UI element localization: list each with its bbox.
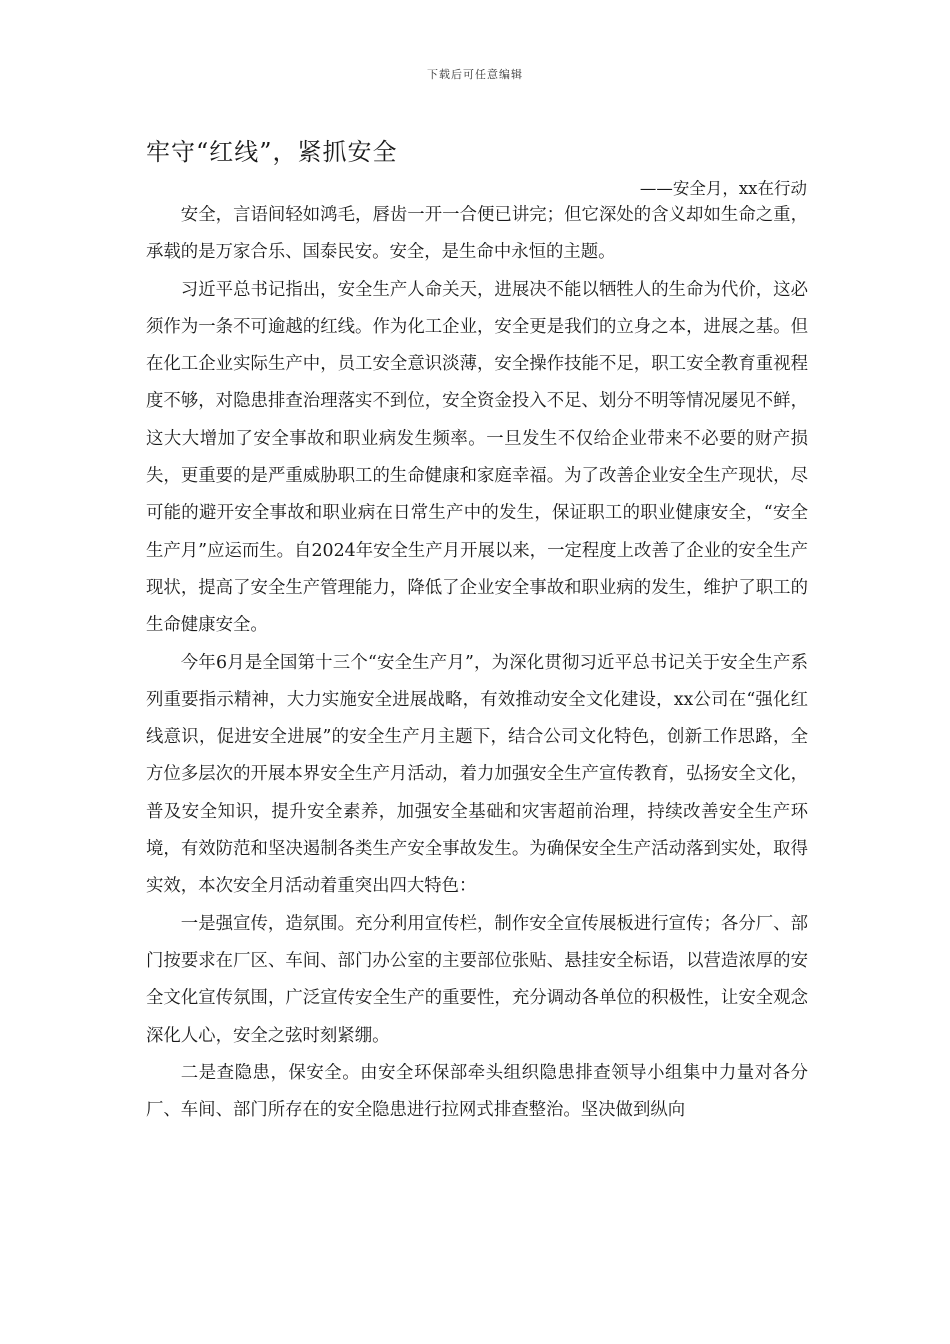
paragraph: 安全，言语间轻如鸿毛，唇齿一开一合便已讲完；但它深处的含义却如生命之重，承载的是万家合乐、国泰民安。安全，是生命中永恒的主题。 [146,205,808,263]
paragraph: 今年6月是全国第十三个“安全生产月”，为深化贯彻习近平总书记关于安全生产系列重要指示精神，大力实施安全进展战略，有效推动安全文化建设，xx公司在“强化红线意识，促进安全进展”的安全生产月主题下，结合公司文化特色，创新工作思路，全方位多层次的开展本界安全生产月活动，着力加强安全生产宣传教育，弘扬安全文化，普及安全知识，提升安全素养，加强安全基础和灾害超前治理，持续改善安全生产环境，有效防范和坚决遏制各类生产安全事故发生。为确保安全生产活动落到实处，取得实效，本次安全月活动着重突出四大特色： [146,652,808,897]
document-subtitle: ——安全月，xx在行动 [639,179,807,198]
document-title: 牢守“红线”，紧抓安全 [146,138,398,166]
header-note: 下载后可任意编辑 [427,68,523,81]
paragraph: 习近平总书记指出，安全生产人命关天，进展决不能以牺牲人的生命为代价，这必须作为一条不可逾越的红线。作为化工企业，安全更是我们的立身之本，进展之基。但在化工企业实际生产中，员工安全意识淡薄，安全操作技能不足，职工安全教育重视程度不够，对隐患排查治理落实不到位，安全资金投入不足、划分不明等情况屡见不鲜，这大大增加了安全事故和职业病发生频率。一旦发生不仅给企业带来不必要的财产损失，更重要的是严重威胁职工的生命健康和家庭幸福。为了改善企业安全生产现状，尽可能的避开安全事故和职业病在日常生产中的发生，保证职工的职业健康安全，“安全生产月”应运而生。自2024年安全生产月开展以来，一定程度上改善了企业的安全生产现状，提高了安全生产管理能力，降低了企业安全事故和职业病的发生，维护了职工的生命健康安全。 [146,279,808,636]
paragraph: 二是查隐患，保安全。由安全环保部牵头组织隐患排查领导小组集中力量对各分厂、车间、部门所存在的安全隐患进行拉网式排查整治。坚决做到纵向 [146,1062,808,1121]
paragraph: 一是强宣传，造氛围。充分利用宣传栏，制作安全宣传展板进行宣传；各分厂、部门按要求在厂区、车间、部门办公室的主要部位张贴、悬挂安全标语，以营造浓厚的安全文化宣传氛围，广泛宣传安全生产的重要性，充分调动各单位的积极性，让安全观念深化人心，安全之弦时刻紧绷。 [146,913,808,1046]
document-body [146,197,808,1129]
